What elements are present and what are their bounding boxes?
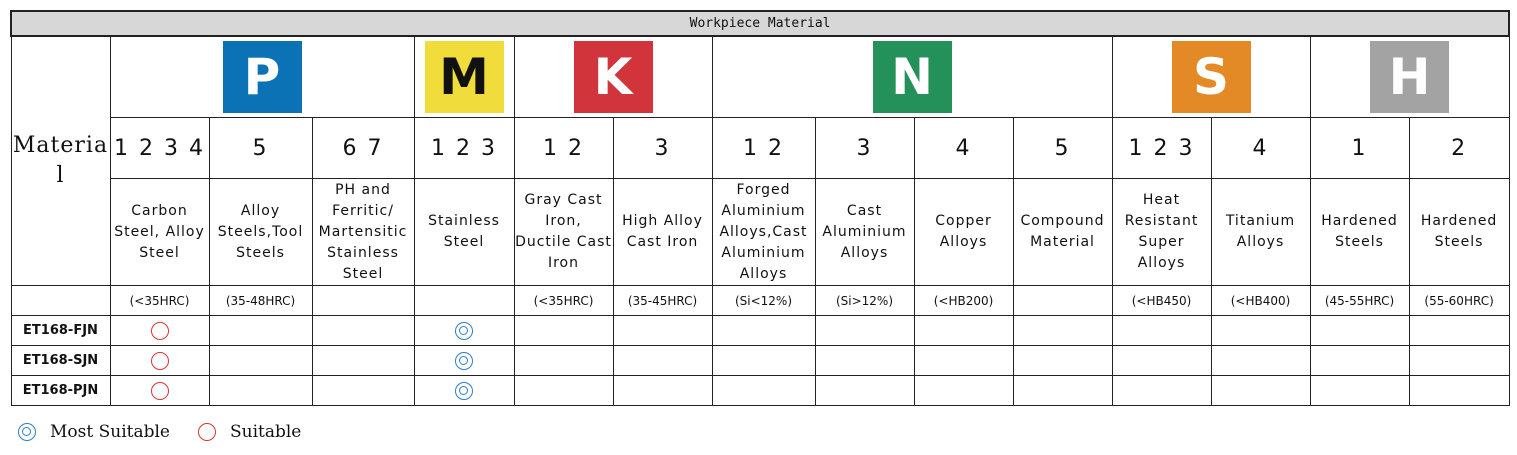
suitability-cell [110, 316, 209, 346]
product-name: ET168-FJN [11, 316, 110, 346]
suitability-cell [1013, 376, 1112, 406]
group-number: 5 [1013, 118, 1112, 179]
suitability-cell [613, 376, 712, 406]
legend-most-suitable: Most Suitable [50, 422, 170, 442]
p-badge-icon: P [223, 41, 302, 113]
suitability-cell [1112, 316, 1211, 346]
group-cell-p [110, 36, 414, 118]
hardness-range: (Si<12%) [712, 286, 815, 316]
table-row [11, 346, 1509, 376]
hardness-range: (Si>12%) [815, 286, 914, 316]
suitability-cell [414, 376, 514, 406]
group-cell-k [514, 36, 712, 118]
suitability-cell [712, 316, 815, 346]
material-name: Gray Cast Iron, Ductile Cast Iron [514, 179, 613, 286]
hardness-range: (<HB400) [1211, 286, 1310, 316]
group-number: 1 [1310, 118, 1409, 179]
group-number: 1 2 [514, 118, 613, 179]
suitability-cell [209, 346, 312, 376]
suitability-cell [1310, 316, 1409, 346]
group-cell-s [1112, 36, 1310, 118]
suitability-cell [1013, 316, 1112, 346]
legend [18, 421, 301, 443]
suitability-cell [815, 316, 914, 346]
suitable-icon [151, 382, 169, 400]
suitability-cell [514, 316, 613, 346]
suitable-icon [198, 423, 216, 441]
workpiece-material-table [10, 10, 1510, 406]
table-title: Workpiece Material [11, 11, 1509, 36]
group-number: 1 2 [712, 118, 815, 179]
material-name: Cast Aluminium Alloys [815, 179, 914, 286]
suitability-cell [815, 346, 914, 376]
suitability-cell [110, 346, 209, 376]
suitability-cell [1112, 346, 1211, 376]
group-cell-n [712, 36, 1112, 118]
suitable-icon [151, 352, 169, 370]
hardness-range [1013, 286, 1112, 316]
suitability-cell [514, 376, 613, 406]
hardness-range [414, 286, 514, 316]
suitability-cell [1112, 376, 1211, 406]
group-number: 2 [1409, 118, 1509, 179]
suitability-cell [1409, 316, 1509, 346]
material-name: Compound Material [1013, 179, 1112, 286]
suitability-cell [1013, 346, 1112, 376]
group-number: 1 2 3 [414, 118, 514, 179]
material-label: Material [11, 36, 110, 286]
hardness-range: (55-60HRC) [1409, 286, 1509, 316]
material-name: Carbon Steel, Alloy Steel [110, 179, 209, 286]
group-number: 6 7 [312, 118, 414, 179]
hardness-range: (45-55HRC) [1310, 286, 1409, 316]
h-badge-icon: H [1370, 41, 1449, 113]
hardness-range [312, 286, 414, 316]
s-badge-icon: S [1172, 41, 1251, 113]
suitability-cell [1310, 346, 1409, 376]
suitability-cell [1310, 376, 1409, 406]
suitability-cell [414, 316, 514, 346]
suitability-cell [1211, 376, 1310, 406]
material-name: Titanium Alloys [1211, 179, 1310, 286]
material-name: Forged Aluminium Alloys,Cast Aluminium Alloys [712, 179, 815, 286]
suitability-cell [1409, 376, 1509, 406]
most-suitable-icon [455, 352, 473, 370]
suitability-cell [914, 346, 1013, 376]
suitability-cell [414, 346, 514, 376]
suitability-cell [1211, 346, 1310, 376]
group-number: 3 [815, 118, 914, 179]
suitability-cell [312, 376, 414, 406]
material-name: High Alloy Cast Iron [613, 179, 712, 286]
hardness-row-label [11, 286, 110, 316]
suitability-cell [914, 316, 1013, 346]
suitability-cell [613, 316, 712, 346]
suitability-cell [1409, 346, 1509, 376]
suitability-cell [712, 346, 815, 376]
suitability-cell [613, 346, 712, 376]
suitability-cell [110, 376, 209, 406]
material-name: Stainless Steel [414, 179, 514, 286]
table-row [11, 376, 1509, 406]
group-cell-h [1310, 36, 1509, 118]
suitability-cell [312, 346, 414, 376]
suitability-cell [312, 316, 414, 346]
suitability-cell [209, 316, 312, 346]
most-suitable-icon [18, 423, 36, 441]
group-number: 4 [914, 118, 1013, 179]
hardness-range: (<35HRC) [110, 286, 209, 316]
material-name: Heat Resistant Super Alloys [1112, 179, 1211, 286]
hardness-range: (<HB200) [914, 286, 1013, 316]
suitability-cell [209, 376, 312, 406]
material-name: PH and Ferritic/ Martensitic Stainless Steel [312, 179, 414, 286]
legend-suitable: Suitable [229, 422, 302, 442]
group-number: 3 [613, 118, 712, 179]
product-name: ET168-PJN [11, 376, 110, 406]
group-cell-m [414, 36, 514, 118]
table-row [11, 316, 1509, 346]
suitability-cell [712, 376, 815, 406]
group-number: 1 2 3 [1112, 118, 1211, 179]
suitable-icon [151, 322, 169, 340]
hardness-range: (<HB450) [1112, 286, 1211, 316]
suitability-cell [815, 376, 914, 406]
suitability-cell [514, 346, 613, 376]
n-badge-icon: N [873, 41, 952, 113]
suitability-cell [1211, 316, 1310, 346]
group-number: 4 [1211, 118, 1310, 179]
most-suitable-icon [455, 322, 473, 340]
hardness-range: (35-45HRC) [613, 286, 712, 316]
material-name: Alloy Steels,Tool Steels [209, 179, 312, 286]
material-name: Hardened Steels [1409, 179, 1509, 286]
most-suitable-icon [455, 382, 473, 400]
suitability-cell [914, 376, 1013, 406]
hardness-range: (<35HRC) [514, 286, 613, 316]
group-number: 1 2 3 4 [110, 118, 209, 179]
k-badge-icon: K [574, 41, 653, 113]
material-name: Copper Alloys [914, 179, 1013, 286]
product-name: ET168-SJN [11, 346, 110, 376]
group-number: 5 [209, 118, 312, 179]
hardness-range: (35-48HRC) [209, 286, 312, 316]
material-name: Hardened Steels [1310, 179, 1409, 286]
m-badge-icon: M [425, 41, 504, 113]
